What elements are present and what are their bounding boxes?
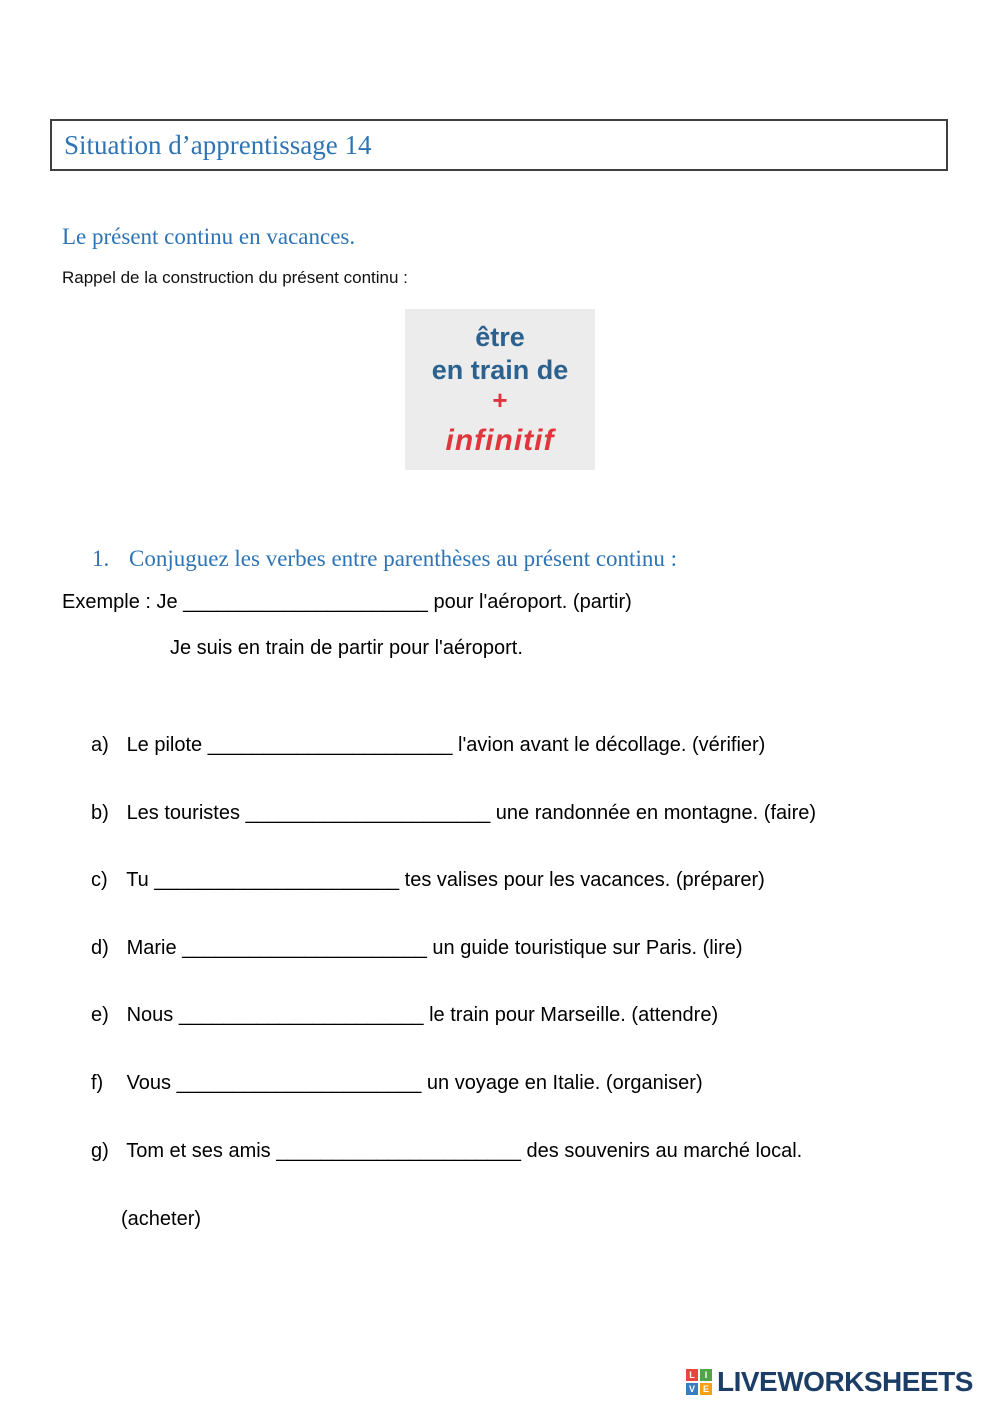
item-prefix: Les touristes bbox=[126, 802, 240, 824]
example-prefix: Exemple : Je bbox=[62, 591, 178, 613]
plus-sign: + bbox=[492, 385, 508, 416]
answer-blank[interactable]: ______________________ bbox=[276, 1140, 521, 1162]
section-heading: Le présent continu en vacances. bbox=[62, 224, 356, 249]
answer-blank[interactable]: ______________________ bbox=[176, 1072, 422, 1094]
exercise-item-f bbox=[91, 1072, 703, 1095]
exercise-heading-text: Conjuguez les verbes entre parenthèses au présent continu : bbox=[129, 546, 677, 571]
answer-blank[interactable]: ______________________ bbox=[207, 734, 453, 756]
formula-infinitif: infinitif bbox=[445, 423, 555, 457]
item-suffix: l'avion avant le décollage. (vérifier) bbox=[458, 734, 766, 756]
exercise-item-c bbox=[91, 869, 765, 892]
logo-letter-v: V bbox=[686, 1383, 698, 1395]
exercise-item-a bbox=[91, 734, 765, 757]
item-prefix: Marie bbox=[126, 937, 177, 959]
item-suffix: le train pour Marseille. (attendre) bbox=[429, 1004, 719, 1026]
item-suffix: tes valises pour les vacances. (préparer) bbox=[404, 869, 765, 891]
trailing-verb: (acheter) bbox=[121, 1208, 202, 1230]
item-suffix: un guide touristique sur Paris. (lire) bbox=[432, 937, 743, 959]
page-title: Situation d’apprentissage 14 bbox=[64, 129, 372, 160]
example-line bbox=[62, 591, 632, 614]
item-prefix: Le pilote bbox=[126, 734, 203, 756]
item-suffix: un voyage en Italie. (organiser) bbox=[426, 1072, 703, 1094]
logo-letter-e: E bbox=[700, 1383, 712, 1395]
item-letter: g) bbox=[91, 1140, 109, 1162]
answer-blank[interactable]: ______________________ bbox=[245, 802, 491, 824]
formula-box bbox=[405, 309, 595, 470]
item-letter: e) bbox=[91, 1004, 109, 1026]
answer-blank[interactable]: ______________________ bbox=[182, 937, 427, 959]
exercise-item-d bbox=[91, 937, 743, 960]
item-prefix: Vous bbox=[126, 1072, 172, 1094]
liveworksheets-icon bbox=[686, 1369, 712, 1395]
title-box bbox=[50, 119, 948, 171]
item-letter: d) bbox=[91, 937, 109, 959]
example-answer-blank[interactable]: ______________________ bbox=[183, 591, 428, 613]
answer-blank[interactable]: ______________________ bbox=[178, 1004, 424, 1026]
item-prefix: Tu bbox=[126, 869, 149, 891]
intro-text: Rappel de la construction du présent continu : bbox=[62, 268, 408, 287]
item-suffix: une randonnée en montagne. (faire) bbox=[495, 802, 817, 824]
exercise-item-b bbox=[91, 802, 816, 825]
item-letter: b) bbox=[91, 802, 109, 824]
liveworksheets-logo[interactable] bbox=[686, 1366, 973, 1398]
exercise-item-g bbox=[91, 1140, 802, 1163]
logo-letter-i: I bbox=[700, 1369, 712, 1381]
answer-blank[interactable]: ______________________ bbox=[154, 869, 400, 891]
item-letter: f) bbox=[91, 1072, 104, 1094]
item-prefix: Nous bbox=[126, 1004, 174, 1026]
example-answer: Je suis en train de partir pour l'aéroport. bbox=[170, 637, 523, 659]
logo-letter-l: L bbox=[686, 1369, 698, 1381]
brand-wordmark: LIVEWORKSHEETS bbox=[717, 1366, 973, 1397]
item-letter: c) bbox=[91, 869, 108, 891]
exercise-item-e bbox=[91, 1004, 718, 1027]
item-letter: a) bbox=[91, 734, 109, 756]
exercise-heading bbox=[92, 546, 677, 572]
item-prefix: Tom et ses amis bbox=[126, 1140, 271, 1162]
formula-en-train-de: en train de bbox=[431, 354, 569, 385]
example-suffix: pour l'aéroport. (partir) bbox=[433, 591, 632, 613]
exercise-number: 1. bbox=[92, 546, 110, 571]
item-suffix: des souvenirs au marché local. bbox=[526, 1140, 803, 1162]
formula-etre: être bbox=[475, 322, 525, 353]
